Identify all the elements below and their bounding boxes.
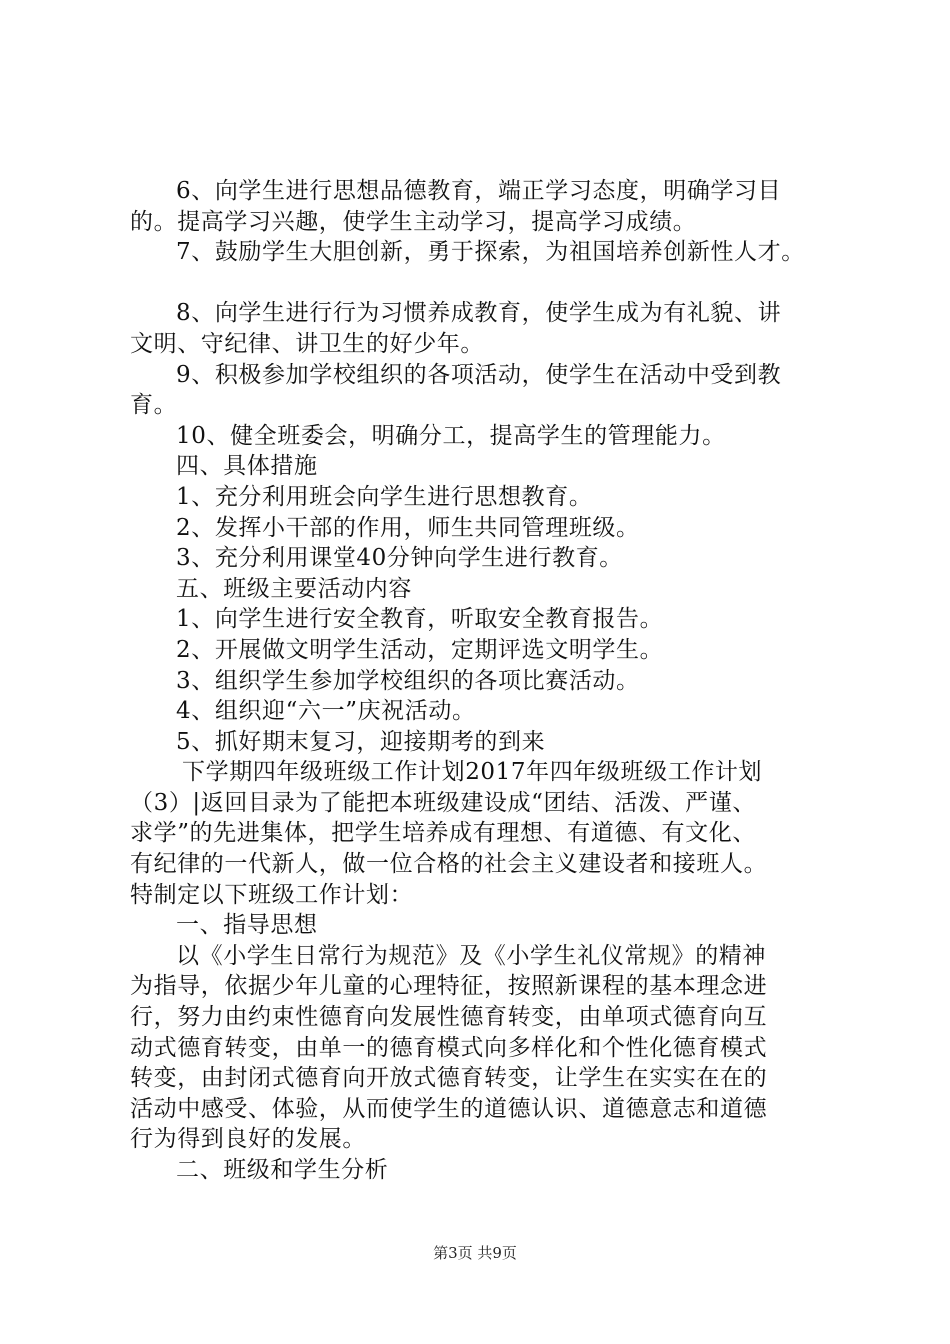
- text-line: 四、具体措施: [176, 453, 318, 480]
- text-line: 1、充分利用班会向学生进行思想教育。: [176, 483, 593, 510]
- text-line: 2、发挥小干部的作用，师生共同管理班级。: [176, 514, 640, 541]
- text-line: 活动中感受、体验，从而使学生的道德认识、道德意志和道德: [130, 1095, 768, 1122]
- text-line: 行为得到良好的发展。: [130, 1126, 366, 1153]
- text-line: 8、向学生进行行为习惯养成教育，使学生成为有礼貌、讲: [176, 300, 782, 327]
- text-line: 3、充分利用课堂40分钟向学生进行教育。: [176, 545, 623, 572]
- blank-line: [130, 268, 850, 299]
- text-line: （3）|返回目录为了能把本班级建设成“团结、活泼、严谨、: [130, 789, 756, 816]
- text-line: 下学期四年级班级工作计划2017年四年级班级工作计划: [182, 759, 763, 786]
- text-line: 转变，由封闭式德育向开放式德育转变，让学生在实实在在的: [130, 1065, 768, 1092]
- text-line: 为指导，依据少年儿童的心理特征，按照新课程的基本理念进: [130, 973, 768, 1000]
- text-line: 6、向学生进行思想品德教育，端正学习态度，明确学习目: [176, 178, 782, 204]
- text-line: 9、积极参加学校组织的各项活动，使学生在活动中受到教: [176, 361, 782, 388]
- text-line: 3、组织学生参加学校组织的各项比赛活动。: [176, 667, 640, 694]
- text-line: 4、组织迎“六一”庆祝活动。: [176, 698, 476, 725]
- text-line: 文明、守纪律、讲卫生的好少年。: [130, 330, 484, 357]
- text-line: 1、向学生进行安全教育，听取安全教育报告。: [176, 606, 664, 633]
- text-line: 二、班级和学生分析: [176, 1157, 389, 1183]
- text-line: 特制定以下班级工作计划：: [130, 881, 414, 908]
- text-line: 的。提高学习兴趣，使学生主动学习，提高学习成绩。: [130, 208, 697, 235]
- text-line: 五、班级主要活动内容: [176, 575, 412, 602]
- document-body: [130, 176, 850, 1186]
- text-line: 7、鼓励学生大胆创新，勇于探索，为祖国培养创新性人才。: [176, 239, 805, 266]
- text-line: 求学”的先进集体，把学生培养成有理想、有道德、有文化、: [130, 820, 756, 847]
- text-line: 动式德育转变，由单一的德育模式向多样化和个性化德育模式: [130, 1034, 768, 1061]
- page-footer: 第3页 共9页: [433, 1244, 517, 1262]
- text-line: 一、指导思想: [176, 912, 318, 939]
- text-line: 行，努力由约束性德育向发展性德育转变，由单项式德育向互: [130, 1004, 768, 1031]
- text-line: 2、开展做文明学生活动，定期评选文明学生。: [176, 636, 664, 663]
- text-line: 以《小学生日常行为规范》及《小学生礼仪常规》的精神: [176, 942, 766, 969]
- text-line: 10、健全班委会，明确分工，提高学生的管理能力。: [176, 422, 726, 449]
- text-line: 5、抓好期末复习，迎接期考的到来: [176, 728, 546, 755]
- text-line: 育。: [130, 392, 178, 419]
- text-line: 有纪律的一代新人，做一位合格的社会主义建设者和接班人。: [130, 851, 768, 878]
